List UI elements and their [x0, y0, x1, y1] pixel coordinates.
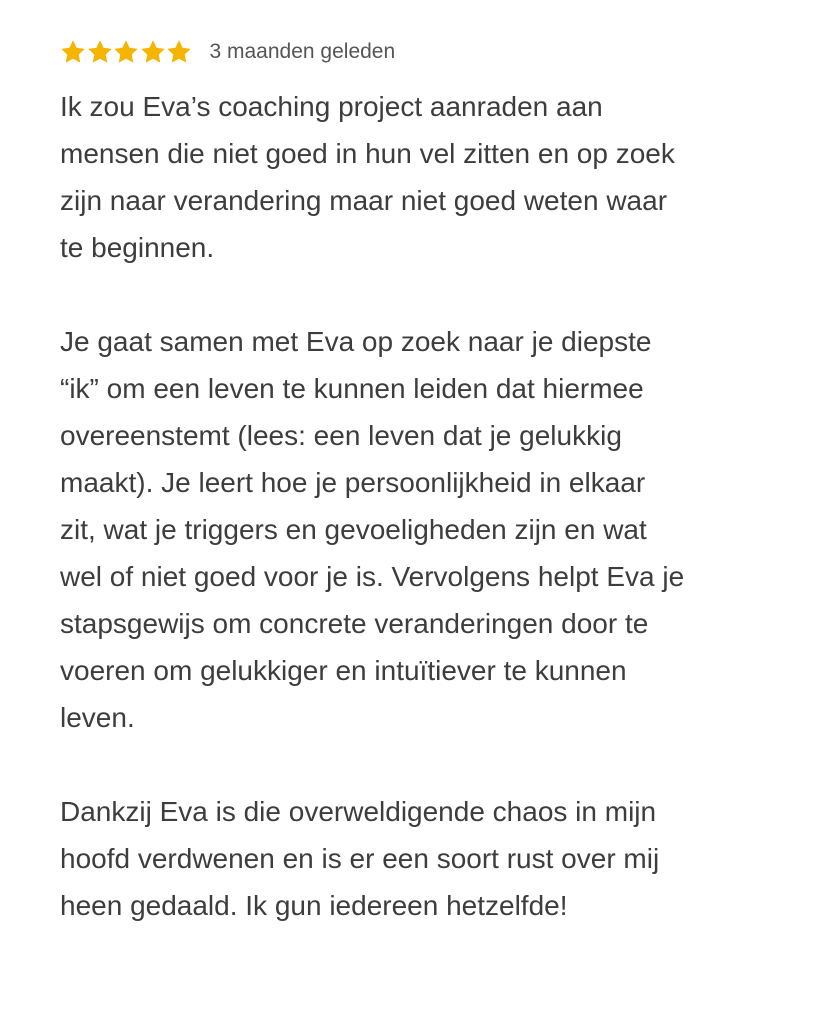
review-paragraph: Dankzij Eva is die overweldigende chaos in mijn hoofd verdwenen en is er een soort rust over mij heen gedaald. Ik gun iedereen hetzelfde! [60, 796, 660, 921]
review-card [60, 36, 790, 929]
star-icon [87, 39, 113, 65]
review-paragraph: Je gaat samen met Eva op zoek naar je diepste “ik” om een leven te kunnen leiden dat hiermee overeenstemt (lees: een leven dat je gelukkig maakt). Je leert hoe je persoonlijkheid in elkaar zit, wat je triggers en gevoeligheden zijn en wat wel of niet goed voor je is. Vervolgens helpt Eva je stapsgewijs om concrete veranderingen door te voeren om gelukkiger en intuïtiever te kunnen leven. [60, 326, 685, 733]
review-text [60, 83, 790, 929]
star-rating [60, 39, 193, 65]
review-paragraph: Ik zou Eva’s coaching project aanraden aan mensen die niet goed in hun vel zitten en op zoek zijn naar verandering maar niet goed weten waar te beginnen. [60, 91, 675, 263]
star-icon [60, 39, 86, 65]
review-header [60, 36, 790, 68]
star-icon [140, 39, 166, 65]
star-icon [166, 39, 192, 65]
star-icon [113, 39, 139, 65]
review-date: 3 maanden geleden [209, 40, 396, 63]
